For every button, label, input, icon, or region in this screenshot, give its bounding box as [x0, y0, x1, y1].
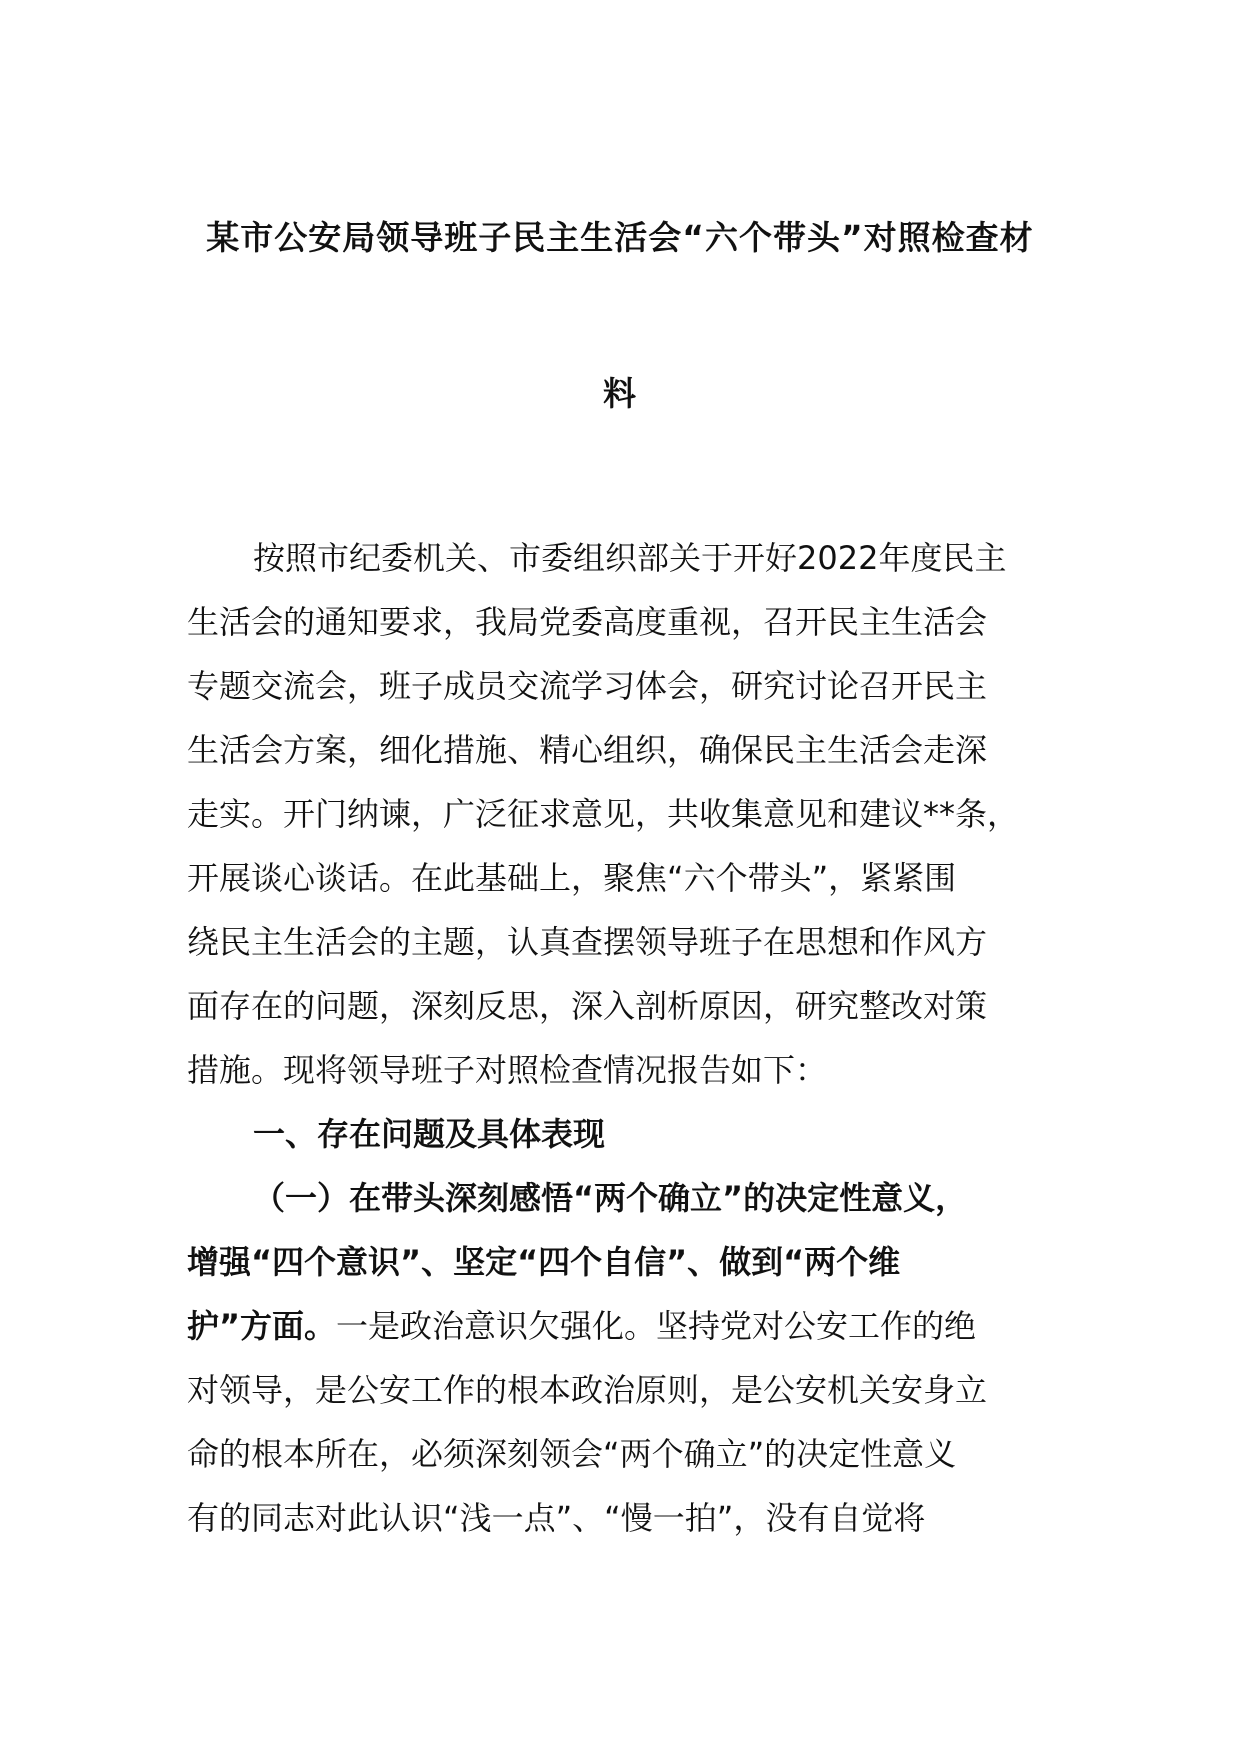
- section-heading: 一、存在问题及具体表现: [253, 1115, 606, 1153]
- intro-line: 生活会的通知要求，我局党委高度重视，召开民主生活会: [187, 603, 988, 641]
- subsection-mixed-line: [187, 1294, 1087, 1358]
- subsection-text-start: 一是政治意识欠强化。坚持党对公安工作的绝: [336, 1307, 977, 1345]
- document-title-line-1: 某市公安局领导班子民主生活会“六个带头”对照检查材: [206, 218, 1034, 257]
- subsection-heading-tail: 护”方面。: [187, 1307, 337, 1345]
- intro-line: 措施。现将领导班子对照检查情况报告如下：: [187, 1051, 828, 1089]
- document-title-line-2: 料: [603, 374, 637, 413]
- intro-line: 面存在的问题，深刻反思，深入剖析原因，研究整改对策: [187, 987, 988, 1025]
- intro-line: 走实。开门纳谏，广泛征求意见，共收集意见和建议**条，: [187, 795, 1020, 833]
- intro-line: 生活会方案，细化措施、精心组织，确保民主生活会走深: [187, 731, 988, 769]
- document-body: [187, 526, 1087, 1550]
- subsection-text-line: 对领导，是公安工作的根本政治原则，是公安机关安身立: [187, 1371, 988, 1409]
- intro-line: 绕民主生活会的主题，认真查摆领导班子在思想和作风方: [187, 923, 988, 961]
- subsection-text-line: 命的根本所在，必须深刻领会“两个确立”的决定性意义: [187, 1435, 957, 1473]
- subsection-heading-line: 增强“四个意识”、坚定“四个自信”、做到“两个维: [187, 1243, 901, 1281]
- intro-line: 开展谈心谈话。在此基础上，聚焦“六个带头”，紧紧围: [187, 859, 957, 897]
- subsection-heading-line: （一）在带头深刻感悟“两个确立”的决定性意义，: [253, 1179, 968, 1217]
- subsection-text-line: 有的同志对此认识“浅一点”、“慢一拍”，没有自觉将: [187, 1499, 926, 1537]
- intro-line: 按照市纪委机关、市委组织部关于开好2022年度民主: [253, 539, 1007, 577]
- intro-line: 专题交流会，班子成员交流学习体会，研究讨论召开民主: [187, 667, 988, 705]
